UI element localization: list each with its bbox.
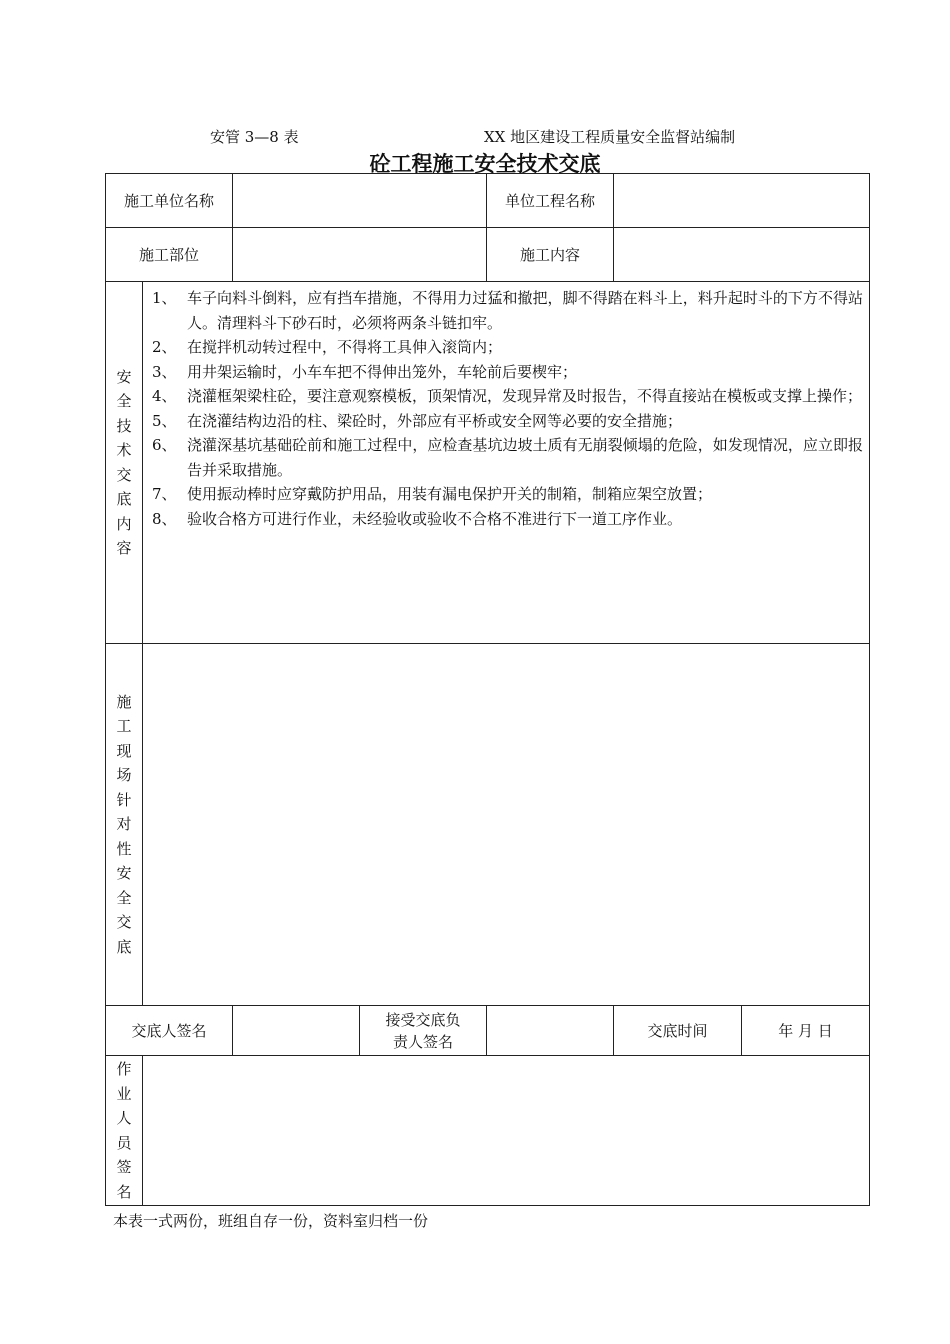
worker-section-label (106, 1056, 143, 1206)
receiver-signature-field[interactable] (487, 1006, 614, 1056)
list-item: 3、 用井架运输时，小车车把不得伸出笼外，车轮前后要楔牢； (152, 362, 578, 381)
safety-label-char: 全 (116, 392, 132, 410)
disclosure-time-label: 交底时间 (614, 1006, 742, 1056)
site-label-char: 安 (116, 864, 132, 883)
location-label: 施工部位 (106, 228, 233, 282)
site-label-char: 全 (116, 888, 132, 907)
site-section-label (106, 644, 143, 1006)
issuer-text: XX 地区建设工程质量安全监督站编制 (484, 128, 736, 146)
safety-label-char: 容 (116, 539, 132, 557)
row-site-specific (106, 644, 870, 1006)
location-field[interactable] (233, 228, 487, 282)
list-item: 6、 浇灌深基坑基础砼前和施工过程中，应检查基坑边坡土质有无崩裂倾塌的危险，如发现情况，应立即报告并采取措施。 (152, 436, 864, 479)
safety-section-label (106, 282, 143, 644)
list-item: 7、 使用振动棒时应穿戴防护用品，用装有漏电保护开关的制箱，制箱应架空放置； (152, 485, 713, 503)
disclosure-date-field[interactable]: 年 月 日 (742, 1006, 870, 1056)
project-name-label: 单位工程名称 (487, 174, 614, 228)
safety-content-cell (143, 282, 870, 644)
giver-signature-field[interactable] (233, 1006, 360, 1056)
list-item: 1、 车子向料斗倒料，应有挡车措施，不得用力过猛和撤把，脚不得踏在料斗上，料升起时斗的下方不得站人。清理料斗下砂石时，必须将两条斗链扣牢。 (152, 289, 864, 332)
unit-name-label: 施工单位名称 (106, 174, 233, 228)
safety-label-char: 交 (116, 465, 132, 484)
footer-note: 本表一式两份，班组自存一份，资料室归档一份 (113, 1212, 429, 1230)
row-safety-content (106, 282, 870, 644)
list-item: 2、 在搅拌机动转过程中，不得将工具伸入滚筒内； (152, 338, 503, 356)
list-item: 5、 在浇灌结构边沿的柱、梁砼时，外部应有平桥或安全网等必要的安全措施； (152, 411, 683, 430)
safety-label-char: 内 (116, 514, 132, 533)
site-label-char: 底 (116, 937, 132, 956)
worker-signature-field[interactable] (143, 1056, 870, 1206)
list-item: 4、 浇灌框架梁柱砼，要注意观察模板，顶架情况，发现异常及时报告，不得直接站在模板或支撑上操作； (152, 387, 863, 405)
worker-label-char: 人 (116, 1109, 132, 1127)
site-label-char: 施 (116, 692, 132, 711)
giver-signature-label: 交底人签名 (106, 1006, 233, 1056)
row-worker-signatures (106, 1056, 870, 1206)
worker-label-char: 业 (116, 1084, 132, 1103)
list-item: 8、 验收合格方可进行作业，未经验收或验收不合格不准进行下一道工序作业。 (152, 509, 683, 528)
form-code: 安管 3—8 表 (210, 128, 299, 146)
row-signatures (106, 1006, 870, 1056)
site-label-char: 工 (116, 717, 132, 736)
page-title: 砼工程施工安全技术交底 (369, 151, 601, 176)
work-content-field[interactable] (614, 228, 870, 282)
site-label-char: 场 (116, 766, 132, 785)
receiver-signature-label: 接受交底负 责人签名 (360, 1006, 487, 1056)
worker-label-char: 名 (116, 1182, 132, 1201)
safety-rules-list (149, 286, 863, 531)
site-label-char: 现 (116, 741, 132, 760)
safety-label-char: 术 (116, 441, 132, 459)
site-label-char: 针 (116, 790, 132, 809)
worker-label-char: 作 (116, 1060, 132, 1078)
row-unit-names (106, 174, 870, 228)
worker-label-char: 员 (116, 1133, 132, 1152)
row-location-content (106, 228, 870, 282)
safety-label-char: 安 (116, 367, 132, 386)
site-label-char: 性 (116, 839, 132, 858)
site-label-char: 交 (116, 913, 132, 932)
safety-label-char: 技 (116, 416, 132, 435)
safety-label-char: 底 (116, 490, 132, 508)
worker-label-char: 签 (116, 1158, 132, 1176)
site-label-char: 对 (116, 815, 132, 834)
project-name-field[interactable] (614, 174, 870, 228)
disclosure-form-table (105, 173, 870, 1206)
site-content-field[interactable] (143, 644, 870, 1006)
unit-name-field[interactable] (233, 174, 487, 228)
work-content-label: 施工内容 (487, 228, 614, 282)
